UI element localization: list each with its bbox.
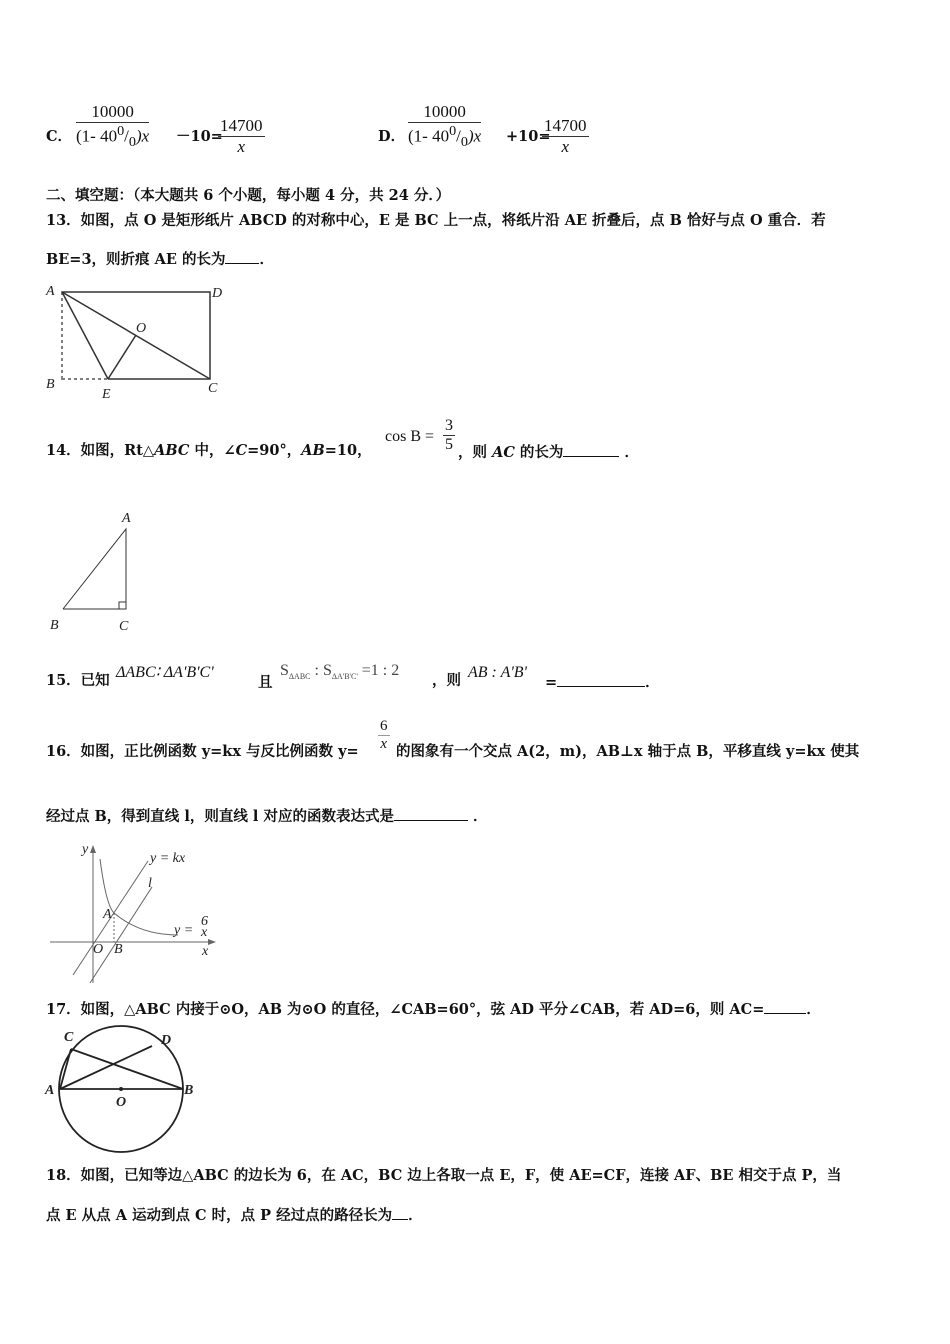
label-y-6x: y = bbox=[174, 923, 194, 938]
denominator-left: (1- 40 bbox=[408, 126, 450, 146]
q15-ask: AB : A'B' bbox=[468, 664, 527, 681]
rhs-numerator: 14700 bbox=[544, 116, 587, 135]
q18-end: ． bbox=[408, 1207, 423, 1224]
q14-ab: AB bbox=[301, 442, 325, 459]
cos-numerator: 3 bbox=[445, 417, 453, 434]
area-s1: S bbox=[280, 662, 289, 679]
answer-blank bbox=[557, 672, 645, 687]
q15-similar: ΔABC∶ ΔA'B'C' bbox=[116, 664, 214, 681]
label-a: A bbox=[45, 1083, 55, 1098]
q17-end: ． bbox=[806, 1001, 821, 1018]
option-c-denominator: (1- $40^0/_0)x$ bbox=[76, 123, 150, 151]
q17-circle-figure bbox=[40, 1022, 210, 1157]
q15-and: 且 bbox=[258, 674, 273, 691]
q18-line1: 18．如图，已知等边△ABC 的边长为 6，在 AC，BC 边上各取一点 E，F，使 AE=CF，连接 AF、BE 相交于点 P，当 bbox=[46, 1167, 842, 1184]
option-c-numerator: 10000 bbox=[76, 102, 149, 123]
rhs-numerator: 14700 bbox=[220, 116, 263, 135]
section-heading: 二、填空题：（本大题共 6 个小题，每小题 4 分，共 24 分．） bbox=[46, 187, 451, 204]
q13-line2 bbox=[46, 249, 274, 269]
denominator-right: )x bbox=[467, 126, 482, 146]
denominator-left: (1- 40 bbox=[76, 126, 118, 146]
q15-prefix: 15．已知 bbox=[46, 672, 110, 689]
option-d-rhs bbox=[542, 116, 589, 157]
answer-blank bbox=[764, 999, 806, 1014]
label-y-axis: y bbox=[82, 842, 89, 857]
area-s1-sub: ΔABC bbox=[288, 672, 311, 682]
option-d-label: D． bbox=[378, 128, 406, 145]
q17-line1 bbox=[46, 999, 821, 1019]
label-x-axis: x bbox=[202, 944, 209, 959]
percent-top: 0 bbox=[449, 123, 457, 139]
area-s2-sub: ΔA'B'C' bbox=[331, 672, 358, 682]
percent-top: 0 bbox=[117, 123, 125, 139]
option-c-label: C． bbox=[46, 128, 73, 145]
fraction-denominator: x bbox=[380, 736, 388, 752]
label-d: D bbox=[161, 1033, 172, 1048]
answer-blank bbox=[392, 1205, 408, 1220]
label-o: O bbox=[116, 1095, 127, 1110]
q14-ac: AC bbox=[492, 444, 515, 461]
q14-end: ． bbox=[624, 444, 639, 461]
q13-rectangle-figure bbox=[42, 280, 232, 402]
label-c: C bbox=[208, 381, 218, 396]
q16-function-graph bbox=[40, 835, 230, 987]
q13-end: ． bbox=[259, 251, 274, 268]
cos-denominator: 5 bbox=[445, 436, 453, 453]
q14-c: C bbox=[235, 442, 248, 459]
q16-line2 bbox=[46, 806, 488, 826]
q15-end: ． bbox=[645, 674, 660, 691]
answer-blank bbox=[394, 806, 468, 821]
q15-then: ，则 bbox=[432, 672, 461, 689]
q14-cos: cos B = bbox=[385, 428, 435, 445]
option-d-denominator: (1- $40^0/_0)x$ bbox=[408, 123, 482, 151]
q14-mid2: =90°， bbox=[247, 442, 302, 459]
label-a: A bbox=[122, 511, 131, 526]
q14-prefix: 14．如图，Rt△ bbox=[46, 442, 155, 459]
label-d: D bbox=[212, 286, 223, 301]
q16-line1b: 的图象有一个交点 A(2，m)，AB⊥x 轴于点 B，平移直线 y=kx 使其 bbox=[396, 743, 860, 760]
label-6: 6 bbox=[201, 914, 208, 929]
answer-blank bbox=[225, 249, 259, 264]
option-d-fraction bbox=[408, 102, 481, 151]
label-a: A bbox=[103, 907, 112, 922]
label-c: C bbox=[119, 619, 129, 634]
percent-bottom: 0 bbox=[128, 134, 136, 151]
q16-line1a: 16．如图，正比例函数 y=kx 与反比例函数 y= bbox=[46, 743, 359, 760]
label-o: O bbox=[136, 321, 147, 336]
label-l: l bbox=[148, 876, 152, 891]
q14-suffix2: 的长为 bbox=[514, 444, 564, 461]
q13-text: BE=3，则折痕 AE 的长为 bbox=[46, 251, 226, 268]
label-b: B bbox=[46, 377, 55, 392]
label-a: A bbox=[46, 284, 55, 299]
fraction-numerator: 6 bbox=[380, 718, 388, 734]
rhs-denominator: x bbox=[561, 137, 570, 156]
label-o: O bbox=[93, 942, 104, 957]
label-y-kx: y = kx bbox=[150, 851, 186, 866]
q15-eq: = bbox=[545, 674, 558, 691]
q13-line1: 13．如图，点 O 是矩形纸片 ABCD 的对称中心，E 是 BC 上一点，将纸片沿 AE 折叠后，点 B 恰好与点 O 重合．若 bbox=[46, 212, 826, 229]
q14-text bbox=[46, 442, 372, 460]
q18-line2 bbox=[46, 1205, 423, 1225]
label-x-den: x bbox=[201, 925, 208, 940]
option-d-op: +10= bbox=[506, 128, 551, 145]
option-d-numerator: 10000 bbox=[408, 102, 481, 123]
q15-answer bbox=[545, 672, 660, 692]
q14-triangle-figure bbox=[42, 505, 152, 637]
q14-abc: ABC bbox=[154, 442, 190, 459]
q14-suffix1: ，则 bbox=[458, 444, 493, 461]
label-b: B bbox=[114, 942, 123, 957]
q14-mid1: 中，∠ bbox=[189, 442, 236, 459]
label-c: C bbox=[64, 1030, 74, 1045]
q14-suffix bbox=[458, 442, 639, 462]
q14-mid3: =10， bbox=[324, 442, 372, 459]
q16-fraction bbox=[378, 718, 390, 753]
q16-text: 经过点 B，得到直线 l，则直线 l 对应的函数表达式是 bbox=[46, 808, 394, 825]
denominator-right: )x bbox=[135, 126, 150, 146]
area-colon: : S bbox=[310, 662, 332, 679]
area-ratio-value: =1 : 2 bbox=[357, 662, 400, 679]
option-c-rhs bbox=[218, 116, 265, 157]
label-b: B bbox=[50, 618, 59, 633]
label-e: E bbox=[102, 387, 111, 402]
percent-bottom: 0 bbox=[460, 134, 468, 151]
q15-area-ratio bbox=[280, 662, 399, 686]
option-c-op: －10= bbox=[176, 128, 223, 145]
option-c-fraction bbox=[76, 102, 149, 151]
answer-blank bbox=[563, 442, 619, 457]
q18-text: 点 E 从点 A 运动到点 C 时，点 P 经过点的路径长为 bbox=[46, 1207, 393, 1224]
q16-end: ． bbox=[473, 808, 488, 825]
q14-cos-fraction bbox=[443, 417, 455, 454]
label-b: B bbox=[184, 1083, 194, 1098]
q17-text: 17．如图，△ABC 内接于⊙O，AB 为⊙O 的直径，∠CAB=60°，弦 AD 平分∠CAB，若 AD=6，则 AC= bbox=[46, 1001, 765, 1018]
rhs-denominator: x bbox=[237, 137, 246, 156]
